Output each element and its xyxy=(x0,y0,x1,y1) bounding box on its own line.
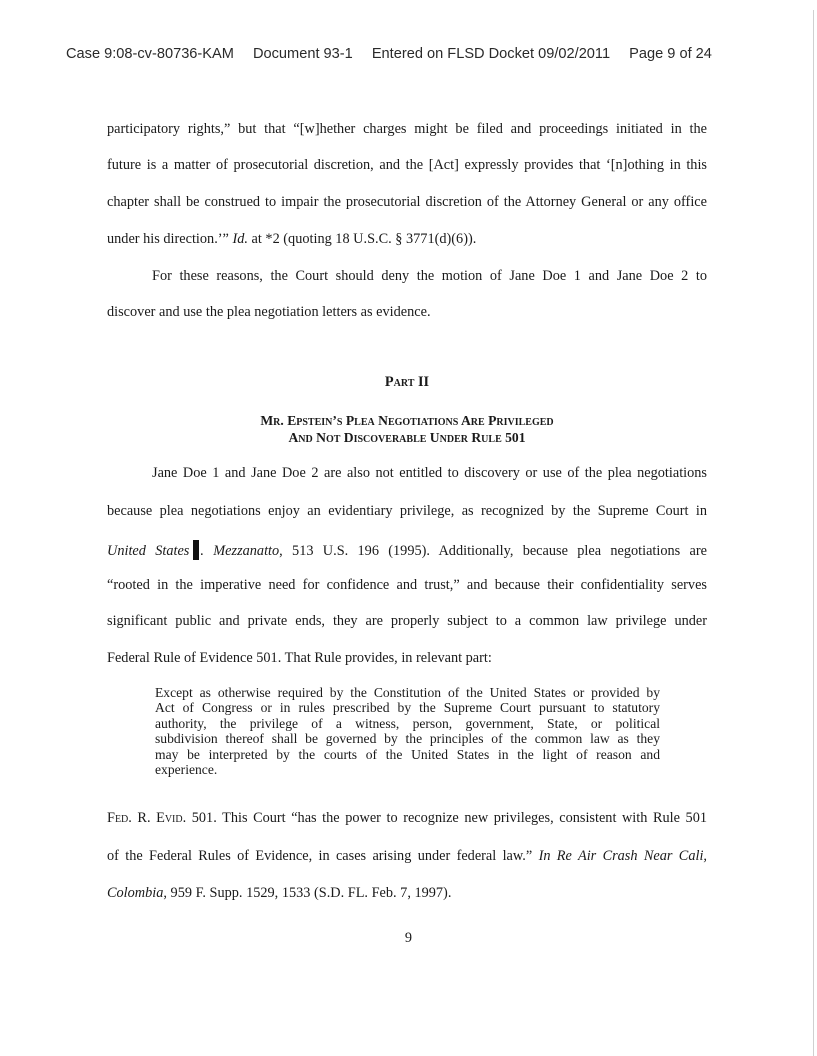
para3-line5: significant public and private ends, they are properly subject to a common law privilege under xyxy=(107,613,707,629)
document-number: Document 93-1 xyxy=(252,46,353,62)
docket-header xyxy=(66,46,712,62)
para4-line3-rest: , 959 F. Supp. 1529, 1533 (S.D. FL. Feb. 7, 1997). xyxy=(163,885,452,901)
para3-line6: Federal Rule of Evidence 501. That Rule provides, in relevant part: xyxy=(107,650,492,666)
quote-line1: Except as otherwise required by the Constitution of the United States or provided by xyxy=(155,685,660,700)
para1-line4-b: at *2 (quoting 18 U.S.C. § 3771(d)(6)). xyxy=(247,231,477,247)
para3-line1: Jane Doe 1 and Jane Doe 2 are also not entitled to discovery or use of the plea negotiations xyxy=(152,465,707,481)
para4-line3 xyxy=(107,885,707,902)
para2-line1: For these reasons, the Court should deny the motion of Jane Doe 1 and Jane Doe 2 to xyxy=(152,268,707,284)
case-name-part2: . Mezzanatto xyxy=(200,543,280,559)
para1-line4-a: under his direction.’” xyxy=(107,231,233,247)
page-number: 9 xyxy=(404,930,413,946)
block-quote xyxy=(155,685,660,777)
section-heading-line1: Mr. Epstein’s Plea Negotiations Are Privileged xyxy=(260,413,554,428)
case-name-part1: United States xyxy=(107,543,190,559)
quote-line5: may be interpreted by the courts of the United States in the light of reason and xyxy=(155,746,660,762)
rule-cite: Fed. R. Evid. xyxy=(107,810,187,826)
para4-line1 xyxy=(107,810,707,827)
part-label: Part II xyxy=(384,374,430,390)
para4-line2-a: of the Federal Rules of Evidence, in cases arising under federal law.” xyxy=(107,848,539,864)
case-number: Case 9:08-cv-80736-KAM xyxy=(66,46,234,62)
para1-line4 xyxy=(107,231,707,248)
quote-line6: experience. xyxy=(155,762,218,778)
para4-line1-rest: 501. This Court “has the power to recognize new privileges, consistent with Rule 501 xyxy=(186,810,707,826)
para3-line4: “rooted in the imperative need for confidence and trust,” and because their confidentiality serves xyxy=(107,577,707,593)
section-heading-line2: And Not Discoverable Under Rule 501 xyxy=(288,430,526,445)
para1-line2: future is a matter of prosecutorial discretion, and the [Act] expressly provides that ‘[n]othing in this xyxy=(107,157,707,173)
quote-line3: authority, the privilege of a witness, person, government, State, or political xyxy=(155,715,660,731)
para2-line2: discover and use the plea negotiation letters as evidence. xyxy=(107,304,431,320)
quote-line2: Act of Congress or in rules prescribed by the Supreme Court pursuant to statutory xyxy=(155,700,660,716)
case-name-colombia: Colombia xyxy=(107,885,164,901)
para3-line3 xyxy=(107,540,707,560)
redaction-mark xyxy=(193,540,199,560)
quote-line4: subdivision thereof shall be governed by the principles of the common law as they xyxy=(155,731,660,747)
page-edge xyxy=(813,10,814,1056)
id-cite: Id. xyxy=(232,231,248,247)
para1-line1: participatory rights,” but that “[w]hether charges might be filed and proceedings initiated in the xyxy=(107,121,707,137)
para3-line2: because plea negotiations enjoy an evidentiary privilege, as recognized by the Supreme Court in xyxy=(107,503,707,519)
entered-date: Entered on FLSD Docket 09/02/2011 xyxy=(371,46,611,62)
para1-line3: chapter shall be construed to impair the prosecutorial discretion of the Attorney General or any office xyxy=(107,194,707,210)
case-name-cali: In Re Air Crash Near Cali, xyxy=(538,848,707,864)
para4-line2 xyxy=(107,848,707,865)
page-of: Page 9 of 24 xyxy=(629,46,712,62)
para3-line3-rest: , 513 U.S. 196 (1995). Additionally, because plea negotiations are xyxy=(279,543,707,559)
